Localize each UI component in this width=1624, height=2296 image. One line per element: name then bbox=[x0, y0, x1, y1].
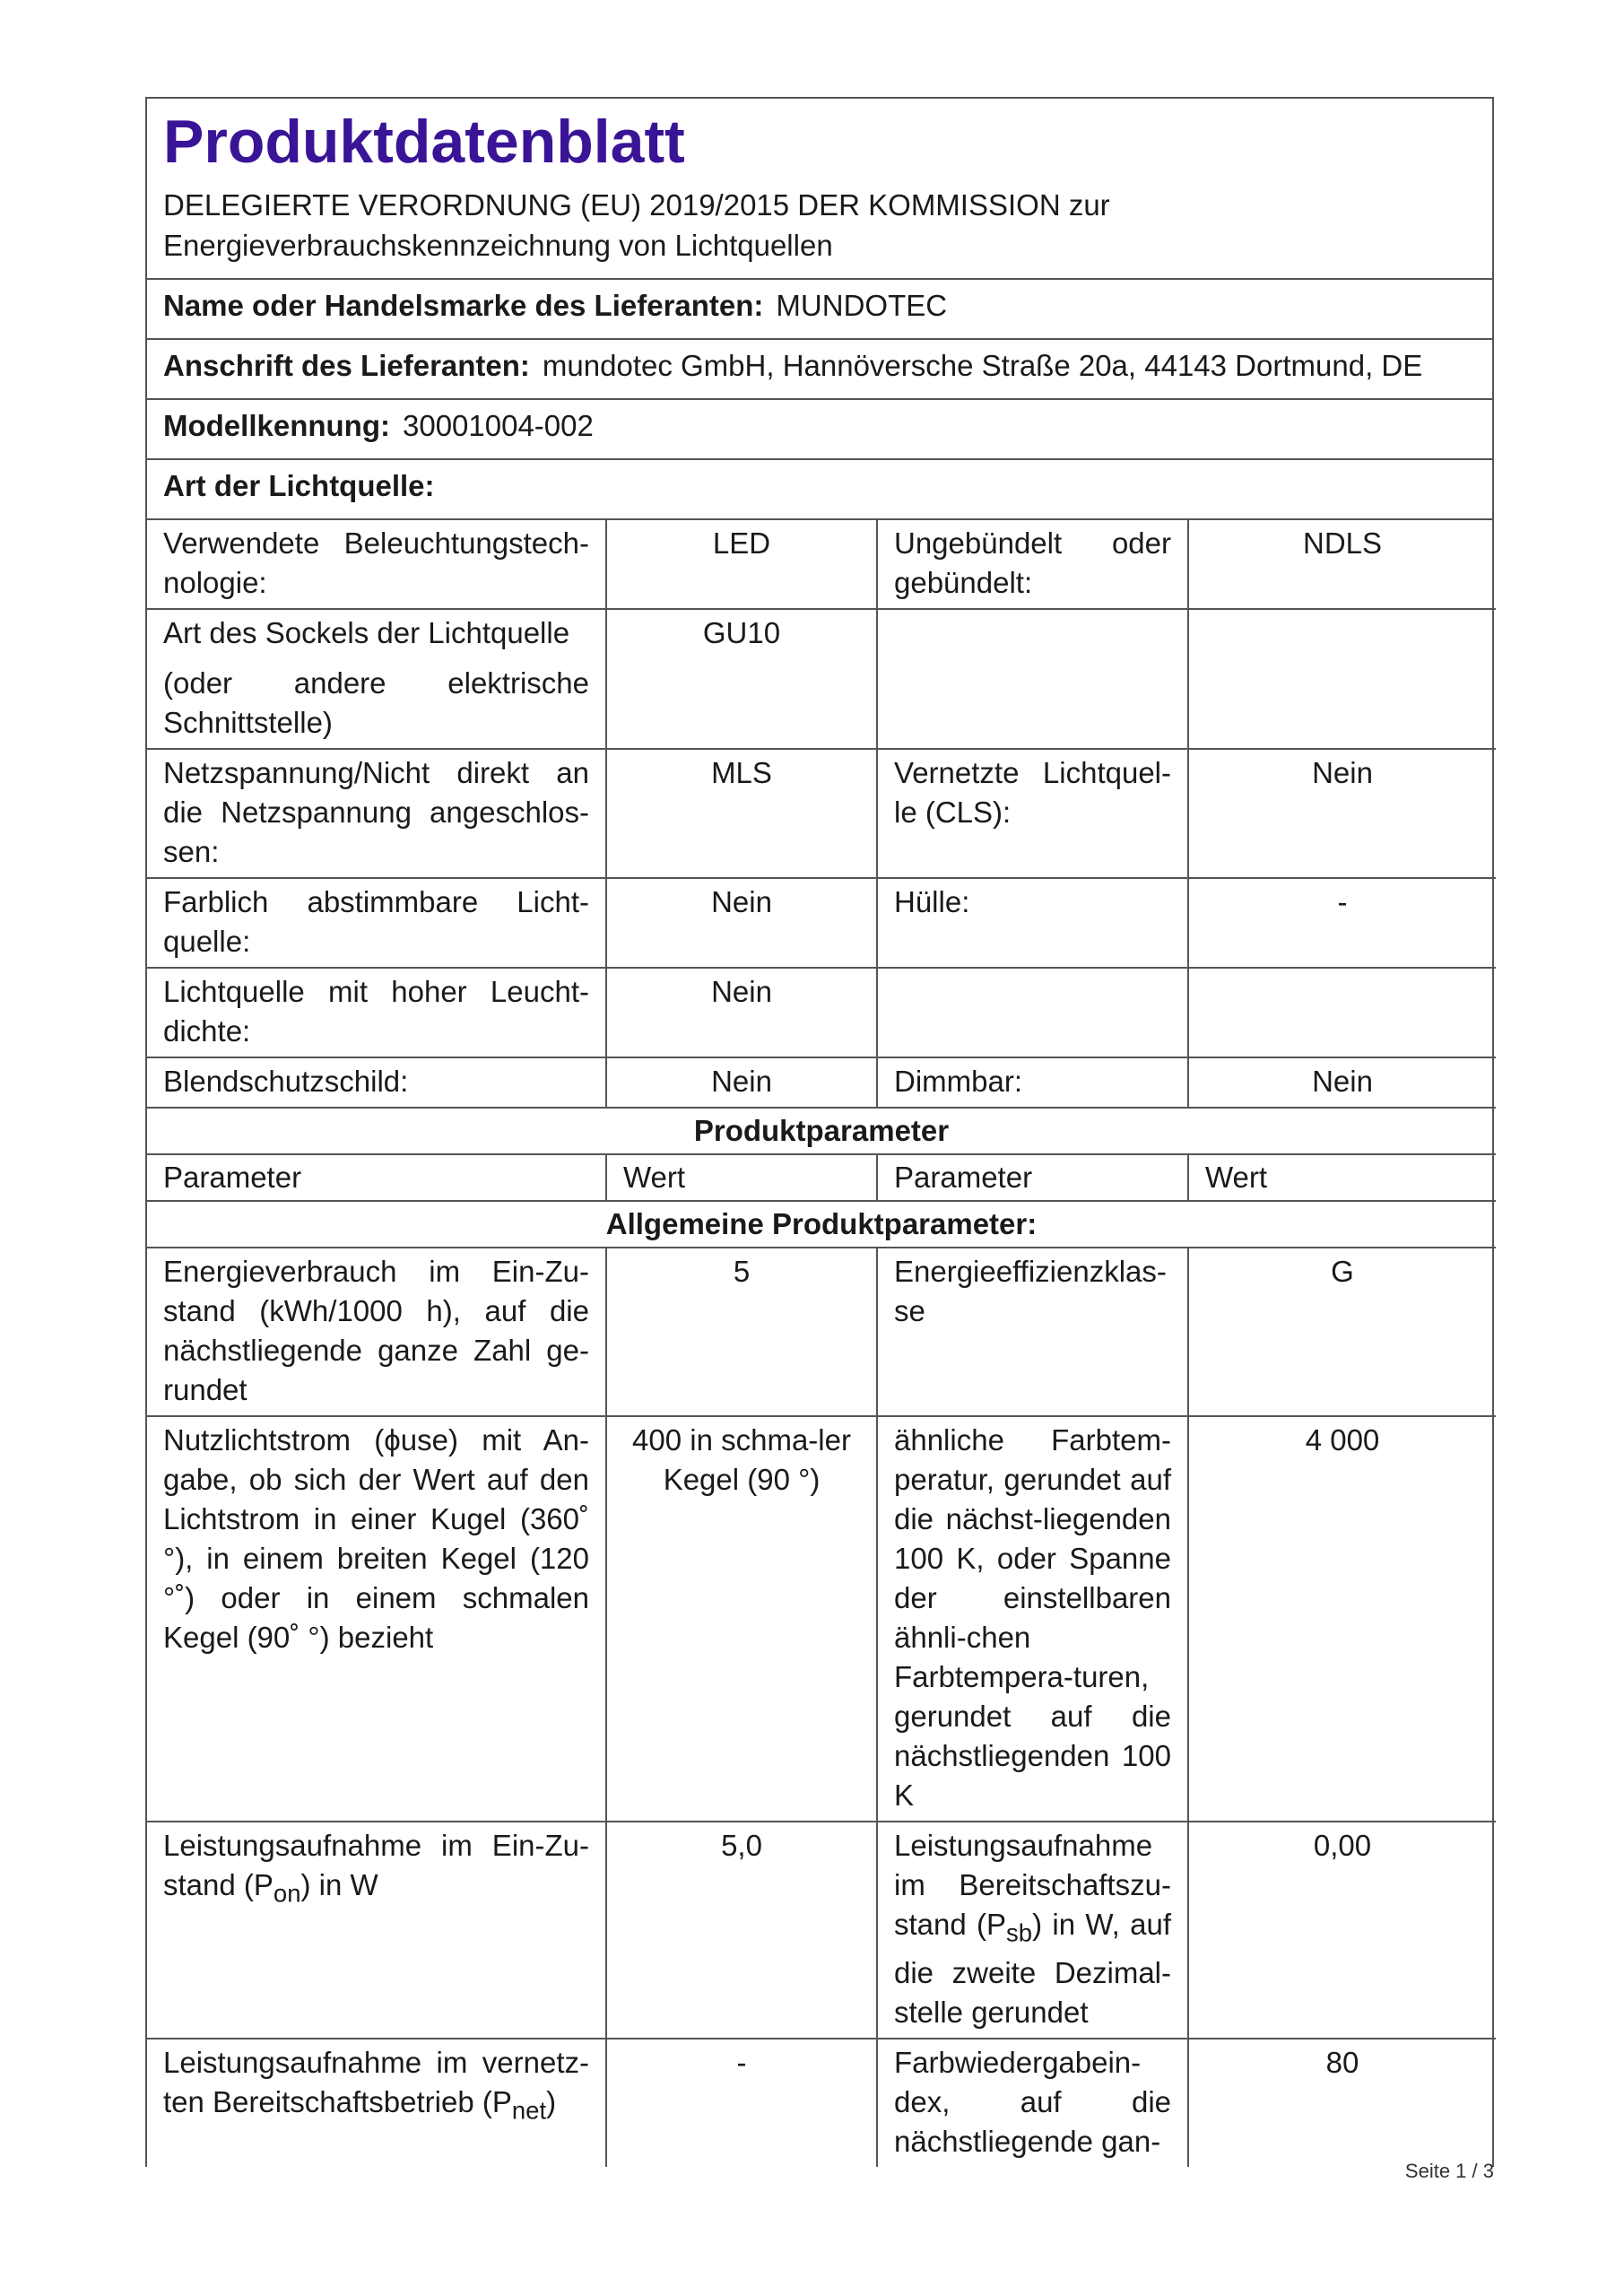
empty-cell bbox=[877, 609, 1188, 749]
efficiency-class-label: Energieeffizienzklas-se bbox=[877, 1248, 1188, 1416]
colour-rendering-label: Farbwiedergabein-dex, auf die nächstliegende gan- bbox=[877, 2039, 1188, 2167]
light-source-type-label: Art der Lichtquelle: bbox=[163, 469, 435, 502]
model-row bbox=[147, 400, 1492, 460]
cap-label bbox=[147, 609, 606, 749]
connected-label: Vernetzte Lichtquel-le (CLS): bbox=[877, 749, 1188, 878]
standby-power-label-text: Leistungsaufnahme im Bereitschaftszu-stand (P bbox=[894, 1829, 1171, 1941]
mains-value: MLS bbox=[606, 749, 877, 878]
column-header-parameter: Parameter bbox=[147, 1154, 606, 1201]
standby-power-value: 0,00 bbox=[1188, 1822, 1496, 2039]
table-row bbox=[147, 1248, 1496, 1416]
table-row bbox=[147, 749, 1496, 878]
light-source-type-row bbox=[147, 460, 1492, 520]
useful-flux-value: 400 in schma-ler Kegel (90 °) bbox=[606, 1416, 877, 1822]
cap-label-line-1: Art des Sockels der Lichtquelle bbox=[163, 616, 570, 649]
connected-value: Nein bbox=[1188, 749, 1496, 878]
energy-consumption-value: 5 bbox=[606, 1248, 877, 1416]
colour-tunable-value: Nein bbox=[606, 878, 877, 968]
standby-power-label bbox=[877, 1822, 1188, 2039]
supplier-address-label: Anschrift des Lieferanten: bbox=[163, 349, 530, 382]
high-luminance-value: Nein bbox=[606, 968, 877, 1057]
on-mode-power-subscript: on bbox=[273, 1879, 301, 1908]
column-header-row bbox=[147, 1154, 1496, 1201]
cap-label-line-2: (oder andere elektrische Schnittstelle) bbox=[163, 666, 589, 739]
mains-label: Netzspannung/Nicht direkt an die Netzspannung angeschlos-sen: bbox=[147, 749, 606, 878]
energy-consumption-label: Energieverbrauch im Ein-Zu-stand (kWh/1000 h), auf die nächstliegende ganze Zahl ge-rundet bbox=[147, 1248, 606, 1416]
technology-label: Verwendete Beleuchtungstech-nologie: bbox=[147, 520, 606, 609]
header-section bbox=[147, 99, 1492, 280]
datasheet-frame bbox=[145, 97, 1494, 2167]
model-value: 30001004-002 bbox=[402, 409, 594, 442]
anti-glare-value: Nein bbox=[606, 1057, 877, 1108]
envelope-value: - bbox=[1188, 878, 1496, 968]
envelope-label: Hülle: bbox=[877, 878, 1188, 968]
colour-rendering-value: 80 bbox=[1188, 2039, 1496, 2167]
supplier-name-value: MUNDOTEC bbox=[776, 289, 948, 322]
table-row bbox=[147, 1057, 1496, 1108]
colour-tunable-label: Farblich abstimmbare Licht-quelle: bbox=[147, 878, 606, 968]
standby-power-label-unit: ) in W, auf die zweite Dezimal-stelle gerundet bbox=[894, 1908, 1171, 2029]
empty-cell bbox=[1188, 609, 1496, 749]
supplier-address-row bbox=[147, 340, 1492, 400]
subtitle-line-1: DELEGIERTE VERORDNUNG (EU) 2019/2015 DER KOMMISSION zur bbox=[163, 188, 1110, 222]
anti-glare-label: Blendschutzschild: bbox=[147, 1057, 606, 1108]
subtitle bbox=[163, 185, 1476, 265]
table-row bbox=[147, 520, 1496, 609]
section-heading-row bbox=[147, 1108, 1496, 1154]
technology-value: LED bbox=[606, 520, 877, 609]
table-row bbox=[147, 1822, 1496, 2039]
on-mode-power-value: 5,0 bbox=[606, 1822, 877, 2039]
directional-label: Ungebündelt oder gebündelt: bbox=[877, 520, 1188, 609]
empty-cell bbox=[877, 968, 1188, 1057]
product-parameters-heading: Produktparameter bbox=[147, 1108, 1496, 1154]
table-row bbox=[147, 1416, 1496, 1822]
section-heading-row bbox=[147, 1201, 1496, 1248]
column-header-value: Wert bbox=[606, 1154, 877, 1201]
column-header-value: Wert bbox=[1188, 1154, 1496, 1201]
table-row bbox=[147, 2039, 1496, 2167]
on-mode-power-label-unit: ) in W bbox=[300, 1868, 378, 1901]
networked-standby-label bbox=[147, 2039, 606, 2167]
standby-power-subscript: sb bbox=[1006, 1918, 1033, 1947]
networked-standby-subscript: net bbox=[511, 2096, 547, 2125]
colour-temperature-value: 4 000 bbox=[1188, 1416, 1496, 1822]
on-mode-power-label bbox=[147, 1822, 606, 2039]
dimmable-value: Nein bbox=[1188, 1057, 1496, 1108]
table-row bbox=[147, 609, 1496, 749]
useful-flux-label: Nutzlichtstrom (ϕuse) mit An-gabe, ob sich der Wert auf den Lichtstrom in einer Kugel (360˚ °), in einem breiten Kegel (120 °˚) oder in einem schmalen Kegel (90˚ °) bezieht bbox=[147, 1416, 606, 1822]
empty-cell bbox=[1188, 968, 1496, 1057]
efficiency-class-value: G bbox=[1188, 1248, 1496, 1416]
networked-standby-label-text: Leistungsaufnahme im vernetz-ten Bereitschaftsbetrieb (P bbox=[163, 2045, 589, 2118]
supplier-name-row bbox=[147, 280, 1492, 340]
on-mode-power-label-text: Leistungsaufnahme im Ein-Zu-stand (P bbox=[163, 1829, 589, 1901]
page-number: Seite 1 / 3 bbox=[1404, 2160, 1494, 2182]
supplier-address-value: mundotec GmbH, Hannöversche Straße 20a, 44143 Dortmund, DE bbox=[542, 349, 1423, 382]
parameter-table bbox=[147, 520, 1496, 2167]
table-row bbox=[147, 878, 1496, 968]
networked-standby-label-unit: ) bbox=[546, 2084, 557, 2118]
cap-value: GU10 bbox=[606, 609, 877, 749]
page-title: Produktdatenblatt bbox=[163, 108, 685, 176]
supplier-name-label: Name oder Handelsmarke des Lieferanten: bbox=[163, 289, 764, 322]
networked-standby-value: - bbox=[606, 2039, 877, 2167]
dimmable-label: Dimmbar: bbox=[877, 1057, 1188, 1108]
column-header-parameter: Parameter bbox=[877, 1154, 1188, 1201]
table-row bbox=[147, 968, 1496, 1057]
directional-value: NDLS bbox=[1188, 520, 1496, 609]
general-parameters-heading: Allgemeine Produktparameter: bbox=[147, 1201, 1496, 1248]
colour-temperature-label: ähnliche Farbtem-peratur, gerundet auf die nächst-liegenden 100 K, oder Spanne der einstellbaren ähnli-chen Farbtempera-turen, gerundet auf die nächstliegenden 100 K bbox=[877, 1416, 1188, 1822]
subtitle-line-2: Energieverbrauchskennzeichnung von Lichtquellen bbox=[163, 229, 833, 262]
datasheet bbox=[145, 97, 1494, 2167]
model-label: Modellkennung: bbox=[163, 409, 390, 442]
high-luminance-label: Lichtquelle mit hoher Leucht-dichte: bbox=[147, 968, 606, 1057]
